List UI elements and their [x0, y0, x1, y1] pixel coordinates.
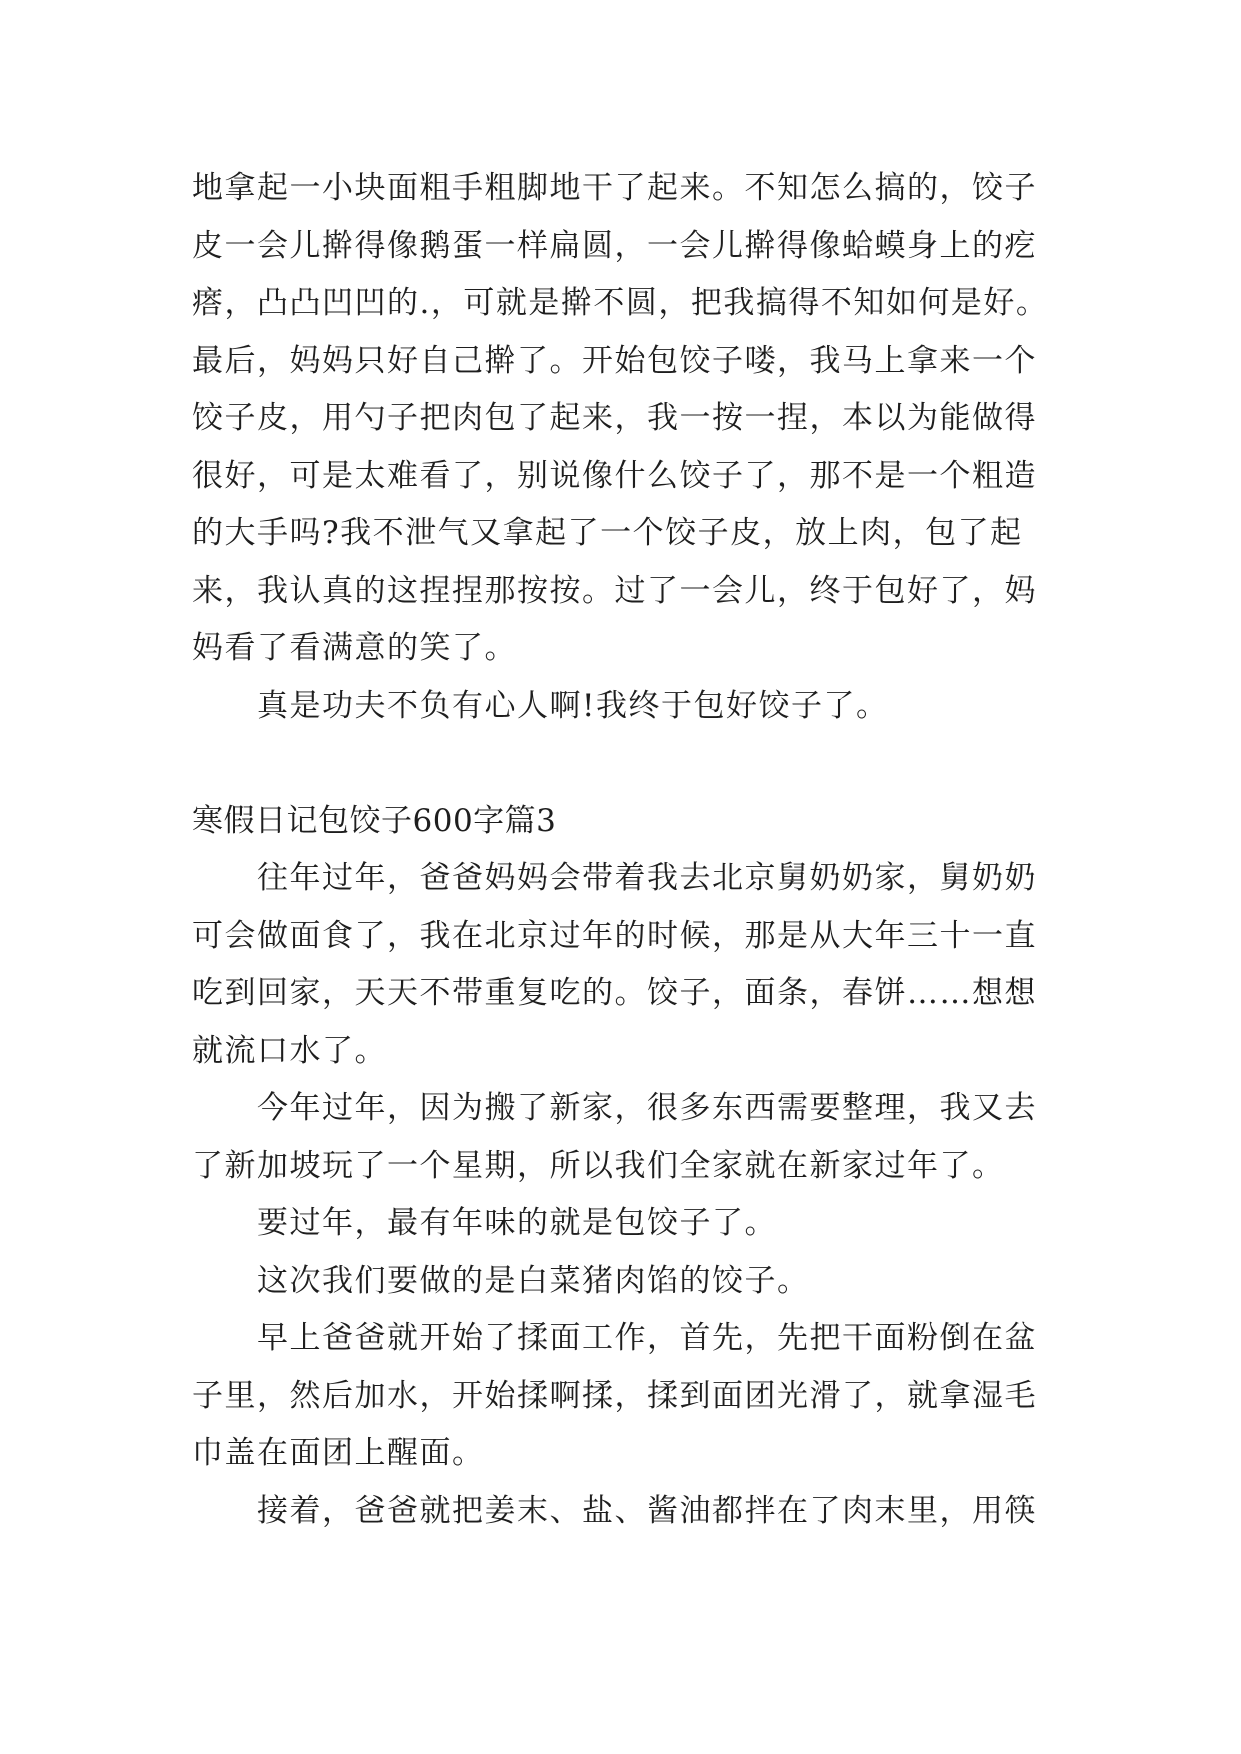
text-line: 巾盖在面团上醒面。: [192, 1435, 485, 1471]
text-line: 来，我认真的这捏捏那按按。过了一会儿，终于包好了，妈: [192, 572, 1037, 609]
text-line: 接着，爸爸就把姜末、盐、酱油都拌在了肉末里，用筷: [257, 1492, 1037, 1529]
text-line: 饺子皮，用勺子把肉包了起来，我一按一捏，本以为能做得: [192, 400, 1037, 436]
text-line: 吃到回家，天天不带重复吃的。饺子，面条，春饼……想想: [192, 975, 1037, 1011]
text-line: 皮一会儿擀得像鹅蛋一样扁圆，一会儿擀得像蛤蟆身上的疙: [192, 227, 1037, 264]
text-line: 要过年，最有年味的就是包饺子了。: [257, 1205, 777, 1241]
text-line: 往年过年，爸爸妈妈会带着我去北京舅奶奶家，舅奶奶: [257, 860, 1037, 896]
text-line: 的大手吗?我不泄气又拿起了一个饺子皮，放上肉，包了起: [192, 515, 1023, 551]
text-line: 妈看了看满意的笑了。: [192, 630, 517, 666]
text-line: 子里，然后加水，开始揉啊揉，揉到面团光滑了，就拿湿毛: [192, 1377, 1037, 1414]
text-line: 了新加坡玩了一个星期，所以我们全家就在新家过年了。: [192, 1147, 1005, 1184]
text-line: 最后，妈妈只好自己擀了。开始包饺子喽，我马上拿来一个: [192, 342, 1037, 379]
text-line: 瘩，凸凸凹凹的.，可就是擀不圆，把我搞得不知如何是好。: [192, 285, 1049, 321]
text-line: 就流口水了。: [192, 1032, 387, 1069]
text-line: 很好，可是太难看了，别说像什么饺子了，那不是一个粗造: [192, 457, 1037, 494]
section-title: 寒假日记包饺子600字篇3: [192, 802, 557, 839]
text-line: 今年过年，因为搬了新家，很多东西需要整理，我又去: [257, 1090, 1037, 1126]
document-body: [192, 160, 1062, 1540]
section-spacer: [192, 735, 1062, 793]
text-line: 地拿起一小块面粗手粗脚地干了起来。不知怎么搞的，饺子: [192, 170, 1037, 206]
text-line: 可会做面食了，我在北京过年的时候，那是从大年三十一直: [192, 917, 1037, 954]
text-line: 早上爸爸就开始了揉面工作，首先，先把干面粉倒在盆: [257, 1320, 1037, 1356]
closing-line: 真是功夫不负有心人啊!我终于包好饺子了。: [257, 687, 889, 724]
text-line: 这次我们要做的是白菜猪肉馅的饺子。: [257, 1262, 810, 1299]
